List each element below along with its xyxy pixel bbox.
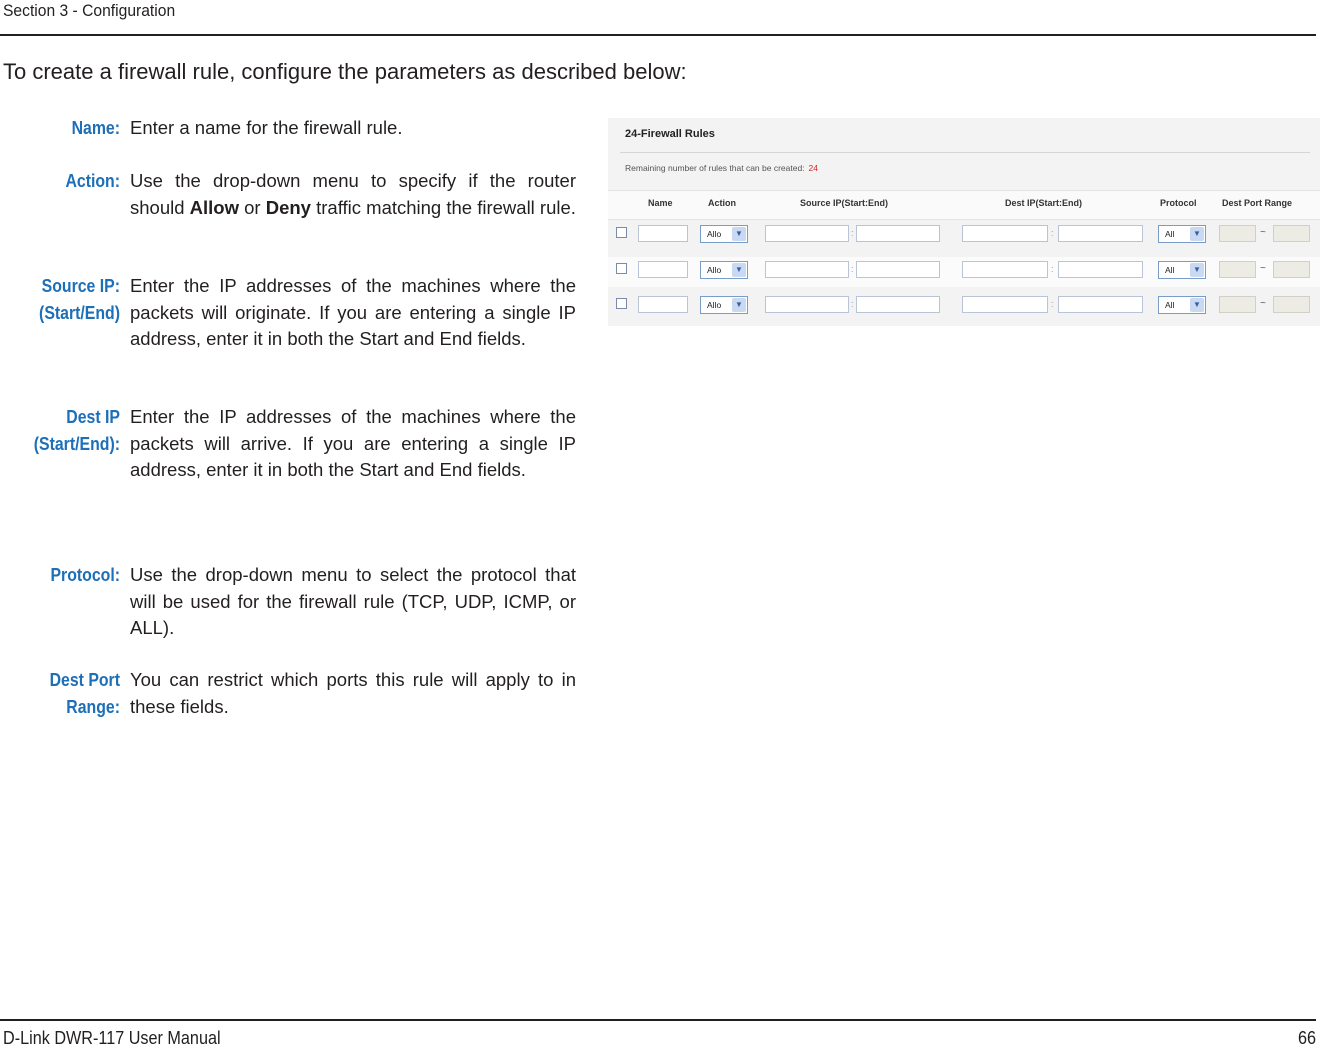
dest-ip-end-input[interactable] bbox=[1058, 261, 1143, 278]
desc-action-part: traffic matching the firewall rule. bbox=[316, 196, 576, 218]
desc-action-part: Use the drop-down menu to specify if the router should bbox=[130, 170, 576, 218]
term-dest-port-line1: Dest Port bbox=[49, 670, 120, 690]
col-protocol: Protocol bbox=[1160, 198, 1197, 208]
source-ip-end-input[interactable] bbox=[856, 225, 940, 242]
page-number: 66 bbox=[1297, 1028, 1316, 1048]
chevron-down-icon: ▼ bbox=[732, 298, 746, 312]
name-input[interactable] bbox=[638, 261, 688, 278]
dest-ip-start-input[interactable] bbox=[962, 261, 1048, 278]
action-select-value: Allo bbox=[707, 300, 722, 310]
term-source-ip-line2: (Start/End) bbox=[39, 303, 120, 323]
manual-title: D-Link DWR-117 User Manual bbox=[3, 1028, 221, 1048]
footer-divider bbox=[0, 1019, 1316, 1021]
port-start-input[interactable] bbox=[1219, 225, 1256, 242]
source-ip-start-input[interactable] bbox=[765, 261, 849, 278]
row-checkbox[interactable] bbox=[616, 263, 627, 274]
term-source-ip-line1: Source IP: bbox=[41, 276, 120, 296]
action-select-value: Allo bbox=[707, 265, 722, 275]
desc-action bbox=[130, 168, 576, 221]
chevron-down-icon: ▼ bbox=[1190, 298, 1204, 312]
remaining-rules bbox=[625, 163, 818, 173]
term-name: Name: bbox=[71, 118, 120, 138]
panel-divider bbox=[620, 152, 1310, 153]
term-action: Action: bbox=[65, 171, 120, 191]
ip-separator: : bbox=[1051, 299, 1054, 309]
remaining-count: 24 bbox=[808, 163, 819, 173]
remaining-label: Remaining number of rules that can be created: bbox=[625, 163, 805, 173]
intro-text: To create a firewall rule, configure the parameters as described below: bbox=[3, 59, 687, 84]
row-checkbox[interactable] bbox=[616, 227, 627, 238]
table-row bbox=[608, 221, 1320, 251]
col-action: Action bbox=[708, 198, 736, 208]
desc-source-ip: Enter the IP addresses of the machines where the packets will originate. If you are entering a single IP address, enter it in both the Start and End fields. bbox=[130, 275, 576, 349]
allow-keyword: Allow bbox=[189, 196, 239, 218]
chevron-down-icon: ▼ bbox=[732, 227, 746, 241]
desc-dest-ip: Enter the IP addresses of the machines where the packets will arrive. If you are entering a single IP address, enter it in both the Start and End fields. bbox=[130, 406, 576, 480]
row-checkbox[interactable] bbox=[616, 298, 627, 309]
dest-ip-end-input[interactable] bbox=[1058, 225, 1143, 242]
port-end-input[interactable] bbox=[1273, 296, 1310, 313]
term-dest-ip bbox=[14, 404, 120, 458]
ip-separator: : bbox=[1051, 264, 1054, 274]
table-row bbox=[608, 257, 1320, 287]
action-select-value: Allo bbox=[707, 229, 722, 239]
desc-name: Enter a name for the firewall rule. bbox=[130, 117, 403, 138]
col-port-range: Dest Port Range bbox=[1222, 198, 1293, 208]
ip-separator: : bbox=[851, 299, 854, 309]
desc-dest-port: You can restrict which ports this rule will apply to in these fields. bbox=[130, 669, 576, 717]
action-select[interactable] bbox=[700, 261, 748, 279]
port-start-input[interactable] bbox=[1219, 261, 1256, 278]
source-ip-end-input[interactable] bbox=[856, 261, 940, 278]
port-start-input[interactable] bbox=[1219, 296, 1256, 313]
protocol-select-value: All bbox=[1165, 229, 1175, 239]
name-input[interactable] bbox=[638, 225, 688, 242]
section-header: Section 3 - Configuration bbox=[3, 1, 176, 20]
ip-separator: : bbox=[1051, 228, 1054, 238]
header-divider bbox=[0, 34, 1316, 36]
port-end-input[interactable] bbox=[1273, 261, 1310, 278]
protocol-select[interactable] bbox=[1158, 261, 1206, 279]
table-row bbox=[608, 292, 1320, 322]
name-input[interactable] bbox=[638, 296, 688, 313]
chevron-down-icon: ▼ bbox=[732, 263, 746, 277]
dest-ip-start-input[interactable] bbox=[962, 225, 1048, 242]
term-dest-port bbox=[14, 667, 120, 721]
ip-separator: : bbox=[851, 264, 854, 274]
protocol-select[interactable] bbox=[1158, 225, 1206, 243]
action-select[interactable] bbox=[700, 296, 748, 314]
protocol-select[interactable] bbox=[1158, 296, 1206, 314]
or-word: or bbox=[244, 196, 261, 218]
source-ip-end-input[interactable] bbox=[856, 296, 940, 313]
protocol-select-value: All bbox=[1165, 265, 1175, 275]
desc-protocol: Use the drop-down menu to select the protocol that will be used for the firewall rule (TCP, UDP, ICMP, or ALL). bbox=[130, 564, 576, 638]
port-end-input[interactable] bbox=[1273, 225, 1310, 242]
deny-keyword: Deny bbox=[265, 196, 311, 218]
col-source-ip: Source IP(Start:End) bbox=[800, 198, 889, 208]
term-dest-ip-line2: (Start/End): bbox=[33, 434, 120, 454]
term-dest-port-line2: Range: bbox=[66, 697, 120, 717]
chevron-down-icon: ▼ bbox=[1190, 227, 1204, 241]
col-name: Name bbox=[648, 198, 673, 208]
col-dest-ip: Dest IP(Start:End) bbox=[1005, 198, 1083, 208]
port-separator: ~ bbox=[1260, 298, 1266, 309]
term-protocol: Protocol: bbox=[50, 565, 121, 585]
dest-ip-end-input[interactable] bbox=[1058, 296, 1143, 313]
dest-ip-start-input[interactable] bbox=[962, 296, 1048, 313]
chevron-down-icon: ▼ bbox=[1190, 263, 1204, 277]
firewall-rules-screenshot bbox=[608, 118, 1320, 326]
term-source-ip bbox=[14, 273, 120, 327]
port-separator: ~ bbox=[1260, 263, 1266, 274]
port-separator: ~ bbox=[1260, 227, 1266, 238]
protocol-select-value: All bbox=[1165, 300, 1175, 310]
source-ip-start-input[interactable] bbox=[765, 225, 849, 242]
source-ip-start-input[interactable] bbox=[765, 296, 849, 313]
action-select[interactable] bbox=[700, 225, 748, 243]
panel-title: 24-Firewall Rules bbox=[625, 128, 715, 140]
term-dest-ip-line1: Dest IP bbox=[66, 407, 120, 427]
ip-separator: : bbox=[851, 228, 854, 238]
